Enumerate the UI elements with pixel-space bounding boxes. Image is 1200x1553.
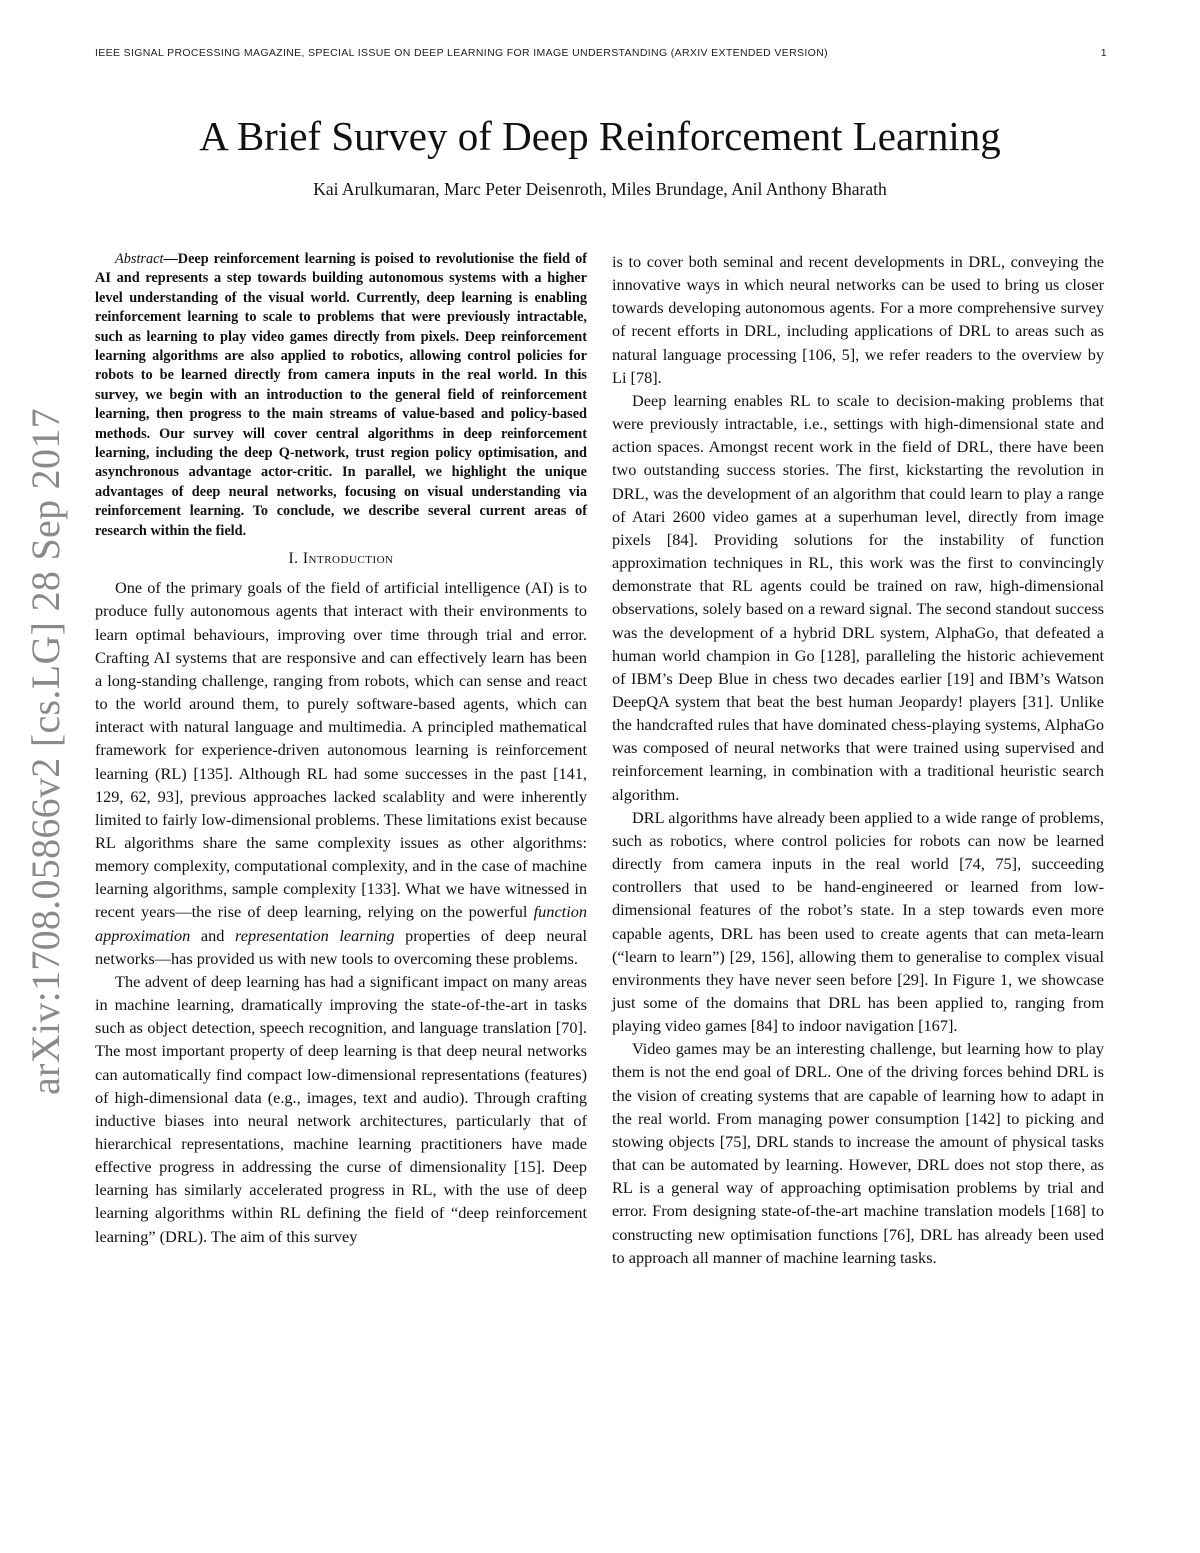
right-column xyxy=(612,250,1104,1269)
intro-paragraph-2-continued: is to cover both seminal and recent developments in DRL, conveying the innovative ways in which neural networks can be used to bring us closer towards developing autonomous agents. For a more comprehensive survey of recent efforts in DRL, including applications of DRL to areas such as natural language processing [106, 5], we refer readers to the overview by Li [78]. xyxy=(612,252,1104,387)
abstract xyxy=(95,250,587,541)
intro-p1-text-and: and xyxy=(190,925,235,945)
running-head-text: IEEE SIGNAL PROCESSING MAGAZINE, SPECIAL ISSUE ON DEEP LEARNING FOR IMAGE UNDERSTANDING (ARXIV EXTENDED VERSION) xyxy=(95,47,828,59)
intro-paragraph-1 xyxy=(95,576,587,970)
running-header xyxy=(95,47,1107,59)
page-number: 1 xyxy=(1100,47,1107,59)
paper-title: A Brief Survey of Deep Reinforcement Learning xyxy=(199,113,1001,159)
intro-p1-text-a: One of the primary goals of the field of artificial intelligence (AI) is to produce fully autonomous agents that interact with their environments to learn optimal behaviours, improving over time through trial and error. Crafting AI systems that are responsive and can effectively learn has been a long-standing challenge, ranging from robots, which can sense and react to the world around them, to purely software-based agents, which can interact with natural language and multimedia. A principled mathematical framework for experience-driven autonomous learning is reinforcement learning (RL) [135]. Although RL had some successes in the past [141, 129, 62, 93], previous approaches lacked scalablity and were inherently limited to fairly low-dimensional problems. These limitations exist because RL algorithms share the same complexity issues as other algorithms: memory complexity, computational complexity, and in the case of machine learning algorithms, sample complexity [133]. What we have witnessed in recent years—the rise of deep learning, relying on the powerful xyxy=(95,578,587,922)
intro-paragraph-2: The advent of deep learning has had a significant impact on many areas in machine learning, dramatically improving the state-of-the-art in tasks such as object detection, speech recognition, and language translation [70]. The most important property of deep learning is that deep neural networks can automatically find compact low-dimensional representations (features) of high-dimensional data (e.g., images, text and audio). Through crafting inductive biases into neural network architectures, particularly that of hierarchical representations, machine learning practitioners have made effective progress in addressing the curse of dimensionality [15]. Deep learning has similarly accelerated progress in RL, with the use of deep learning algorithms within RL defining the field of “deep reinforcement learning” (DRL). The aim of this survey xyxy=(95,971,587,1246)
intro-p1-text-b: properties of deep neural networks—has provided us with new tools to overcoming these problems. xyxy=(95,925,588,968)
abstract-text: —Deep reinforcement learning is poised to revolutionise the field of AI and represents a step towards building autonomous systems with a higher level understanding of the visual world. Currently, deep learning is enabling reinforcement learning to scale to problems that were previously intractable, such as learning to play video games directly from pixels. Deep reinforcement learning algorithms are also applied to robotics, allowing control policies for robots to be learned directly from camera inputs in the real world. In this survey, we begin with an introduction to the general field of reinforcement learning, then progress to the main streams of value-based and policy-based methods. Our survey will cover central algorithms in deep reinforcement learning, including the deep Q-network, trust region policy optimisation, and asynchronous advantage actor-critic. In parallel, we highlight the unique advantages of deep neural networks, focusing on visual understanding via reinforcement learning. To conclude, we describe several current areas of research within the field. xyxy=(95,251,587,539)
section-heading-introduction: I. Introduction xyxy=(288,550,394,568)
intro-paragraph-3: Deep learning enables RL to scale to decision-making problems that were previously intractable, i.e., settings with high-dimensional state and action spaces. Amongst recent work in the field of DRL, there have been two outstanding success stories. The first, kickstarting the revolution in DRL, was the development of an algorithm that could learn to play a range of Atari 2600 video games at a superhuman level, directly from image pixels [84]. Providing solutions for the instability of function approximation techniques in RL, this work was the first to convincingly demonstrate that RL agents could be trained on raw, high-dimensional observations, solely based on a reward signal. The second standout success was the development of a hybrid DRL system, AlphaGo, that defeated a human world champion in Go [128], paralleling the historic achievement of IBM’s Deep Blue in chess two decades earlier [19] and IBM’s Watson DeepQA system that beat the best human Jeopardy! players [31]. Unlike the handcrafted rules that have dominated chess-playing systems, AlphaGo was composed of neural networks that were trained using supervised and reinforcement learning, in combination with a traditional heuristic search algorithm. xyxy=(612,390,1104,804)
left-column xyxy=(95,250,587,1248)
arxiv-identifier-stamp: arXiv:1708.05866v2 [cs.LG] 28 Sep 2017 xyxy=(23,408,68,1095)
author-list: Kai Arulkumaran, Marc Peter Deisenroth, Miles Brundage, Anil Anthony Bharath xyxy=(313,179,887,199)
intro-paragraph-4: DRL algorithms have already been applied to a wide range of problems, such as robotics, where control policies for robots can now be learned directly from camera inputs in the real world [74, 75], succeeding controllers that used to be hand-engineered or learned from low-dimensional features of the robot’s state. In a step towards even more capable agents, DRL has been used to create agents that can meta-learn (“learn to learn”) [29, 156], allowing them to generalise to complex visual environments they have never seen before [29]. In Figure 1, we showcase just some of the domains that DRL has been applied to, ranging from playing video games [84] to indoor navigation [167]. xyxy=(612,807,1104,1036)
intro-p1-emphasis-representation-learning: representation learning xyxy=(235,925,395,945)
intro-p1-emphasis-function-approximation: function approximation xyxy=(95,902,587,945)
abstract-label: Abstract xyxy=(115,251,164,267)
intro-paragraph-5: Video games may be an interesting challenge, but learning how to play them is not the end goal of DRL. One of the driving forces behind DRL is the vision of creating systems that are capable of learning how to adapt in the real world. From managing power consumption [142] to picking and stowing objects [75], DRL stands to increase the amount of physical tasks that can be automated by learning. However, DRL does not stop there, as RL is a general way of approaching optimisation problems by trial and error. From designing state-of-the-art machine translation models [168] to constructing new optimisation functions [76], DRL has already been used to approach all manner of machine learning tasks. xyxy=(612,1039,1104,1267)
